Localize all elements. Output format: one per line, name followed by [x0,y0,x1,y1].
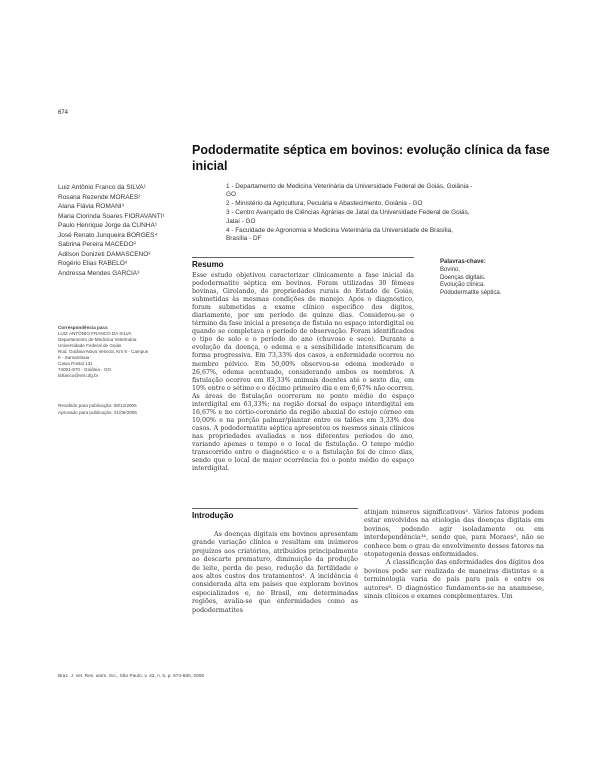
keywords-block [440,259,540,298]
author: Andressa Mendes GARCIA³ [58,269,140,277]
affiliation-list [226,183,476,244]
introducao-paragraph: atinjam números significativos². Vários fatores podem estar envolvidos na etiologia das doenças digitais em bovinos, podendo agir isoladamente ou em interdependência³⁴, sendo que, para Moraes⁵, não se conhece bem o grau de envolvimento desses fatores na etopatogenia dessas enfermidades. [364,508,544,559]
correspondence-line: LUIZ ANTÔNIO FRANCO DA SILVA [58,331,132,336]
affiliation: 4 - Faculdade de Agronomia e Medicina Veterinária da Universidade de Brasília, Brasília - DF [226,226,453,243]
author: Rosana Rezende MORAES² [58,193,141,201]
author: José Renato Junqueira BORGES⁴ [58,231,158,239]
correspondence-line: 74001-970 - Goiânia - GO [58,367,112,372]
journal-footer: Braz. J. vet. Res. anim. Sci., São Paulo, v. 43, n. 5, p. 674-680, 2006 [58,674,205,679]
introducao-heading: Introdução [192,508,358,520]
correspondence-line: Universidade Federal de Goiás [58,343,122,348]
introducao-left-column [192,530,358,614]
introducao-paragraph: A classificação das enfermidades dos dígitos dos bovinos pode ser realizada de maneiras distintas e a terminologia varia de país para país e entre os autores⁶. O diagnóstico fundamenta-se na anamnese, sinais clínicos e exames complementares. Um [364,558,544,601]
correspondence-email: lafranco@vet.ufg.br [58,373,99,378]
keyword: Pododermatite séptica. [440,290,502,297]
introducao-right-column [364,508,544,600]
keyword: Evolução clínica. [440,282,486,289]
submission-dates [58,403,186,416]
keyword: Doenças digitais. [440,274,486,281]
author: Paulo Henrique Jorge da CUNHA¹ [58,222,157,229]
resumo-heading: Resumo [192,257,414,269]
page-number: 674 [58,110,69,116]
author: Rogério Elias RABELO³ [58,260,127,267]
article-title: Pododermatite séptica em bovinos: evolução clínica da fase inicial [192,143,550,173]
author: Sabrina Pereira MACEDO³ [58,241,136,248]
resumo-text: Esse estudo objetivou caracterizar clinicamente a fase inicial da pododermatite séptica em bovinos. Foram utilizadas 30 fêmeas bovinas, Girolando, de propriedades rurais do Estado de Goiás, submetidas às mesmas condições de manejo. Após o diagnóstico, foram submetidas a exame clínico específico dos dígitos, diariamente, por um período de quinze dias. Considerou-se o término da fase inicial a presença de fístula no espaço interdigital ou quando se completava o período de observação. Foram identificados o tipo de solo e o período do ano (chuvoso e seco). Durante a evolução da doença, o edema e a sensibilidade intensificaram de forma progressiva. Em 73,33% dos casos, a enfermidade ocorreu no membro pélvico. Em 50,00% observou-se edema moderado e 26,67%, edema acentuado, considerando ambos os membros. A fistulação ocorreu em 83,33% animais doentes até o sexto dia, em 10% entre o sétimo e o décimo primeiro dia e em 6,67% não ocorreu. As áreas de fistulação ocorreram no ponto médio do espaço interdigital em 63,33%; na região dorsal do espaço interdigital em 16,67% e no córtio-coronário da região abaxial do estojo córneo em 10,00% e na porção palmar/plantar entre os talões em 3,33% dos casos. A pododermatite séptica apresentou os mesmos sinais clínicos nas propriedades avaliadas e nos diferentes períodos do ano, variando apenas o tempo e o local de fistulação. O tempo médio transcorrido entre o diagnóstico e o a fistulação foi de cinco dias, sendo que o local de maior ocorrência foi o ponto médio do espaço interdigital. [192,272,415,473]
author: Adilson Donizeti DAMASCENO³ [58,250,151,258]
correspondence-block [58,325,186,379]
approved-date: Aprovado para publicação: 01/06/2006 [58,409,137,415]
affiliation: 2 - Ministério da Agricultura, Pecuária e Abastecimento, Goiânia - GO [226,200,423,208]
affiliation: 1 - Departamento de Medicina Veterinária da Universidade Federal de Goiás, Goiânia - GO [226,183,473,199]
author-list [58,183,186,278]
keywords-heading: Palavras-chave: [440,259,486,265]
author: Alana Flávia ROMANI³ [58,203,124,210]
introducao-paragraph: As doenças digitais em bovinos apresentam grande variação clínica e resultam em inúmeros prejuízos aos criatórios, atribuídos principalmente ao descarte prematuro, diminuição da produção de leite, perda de peso, redução da fertilidade e aos altos custos dos tratamentos¹. A incidência é considerada alta em países que exploram bovinos especializados e, no Brasil, em determinadas regiões, avalia-se que enfermidades como as pododermatites [192,530,358,614]
author: Maria Clorinda Soares FIORAVANTI¹ [58,212,165,220]
correspondence-line: Departamento de Medicina Veterinária [58,337,137,342]
keyword: Bovino. [440,266,461,273]
correspondence-line: Caixa Postal 131 [58,361,93,366]
affiliation: 3 - Centro Avançado de Ciências Agrárias de Jataí da Universidade Federal de Goiás, Jataí - GO [226,209,470,225]
received-date: Recebido para publicação: 08/12/2005 [58,403,137,408]
correspondence-line: II - Samambaia [58,355,90,360]
correspondence-heading: Correspondência para: [58,325,109,330]
author: Luiz Antônio Franco da SILVA¹ [58,184,146,191]
correspondence-line: Rod. Goiânia-Nova Veneza, Km 8 - Campus [58,349,149,354]
